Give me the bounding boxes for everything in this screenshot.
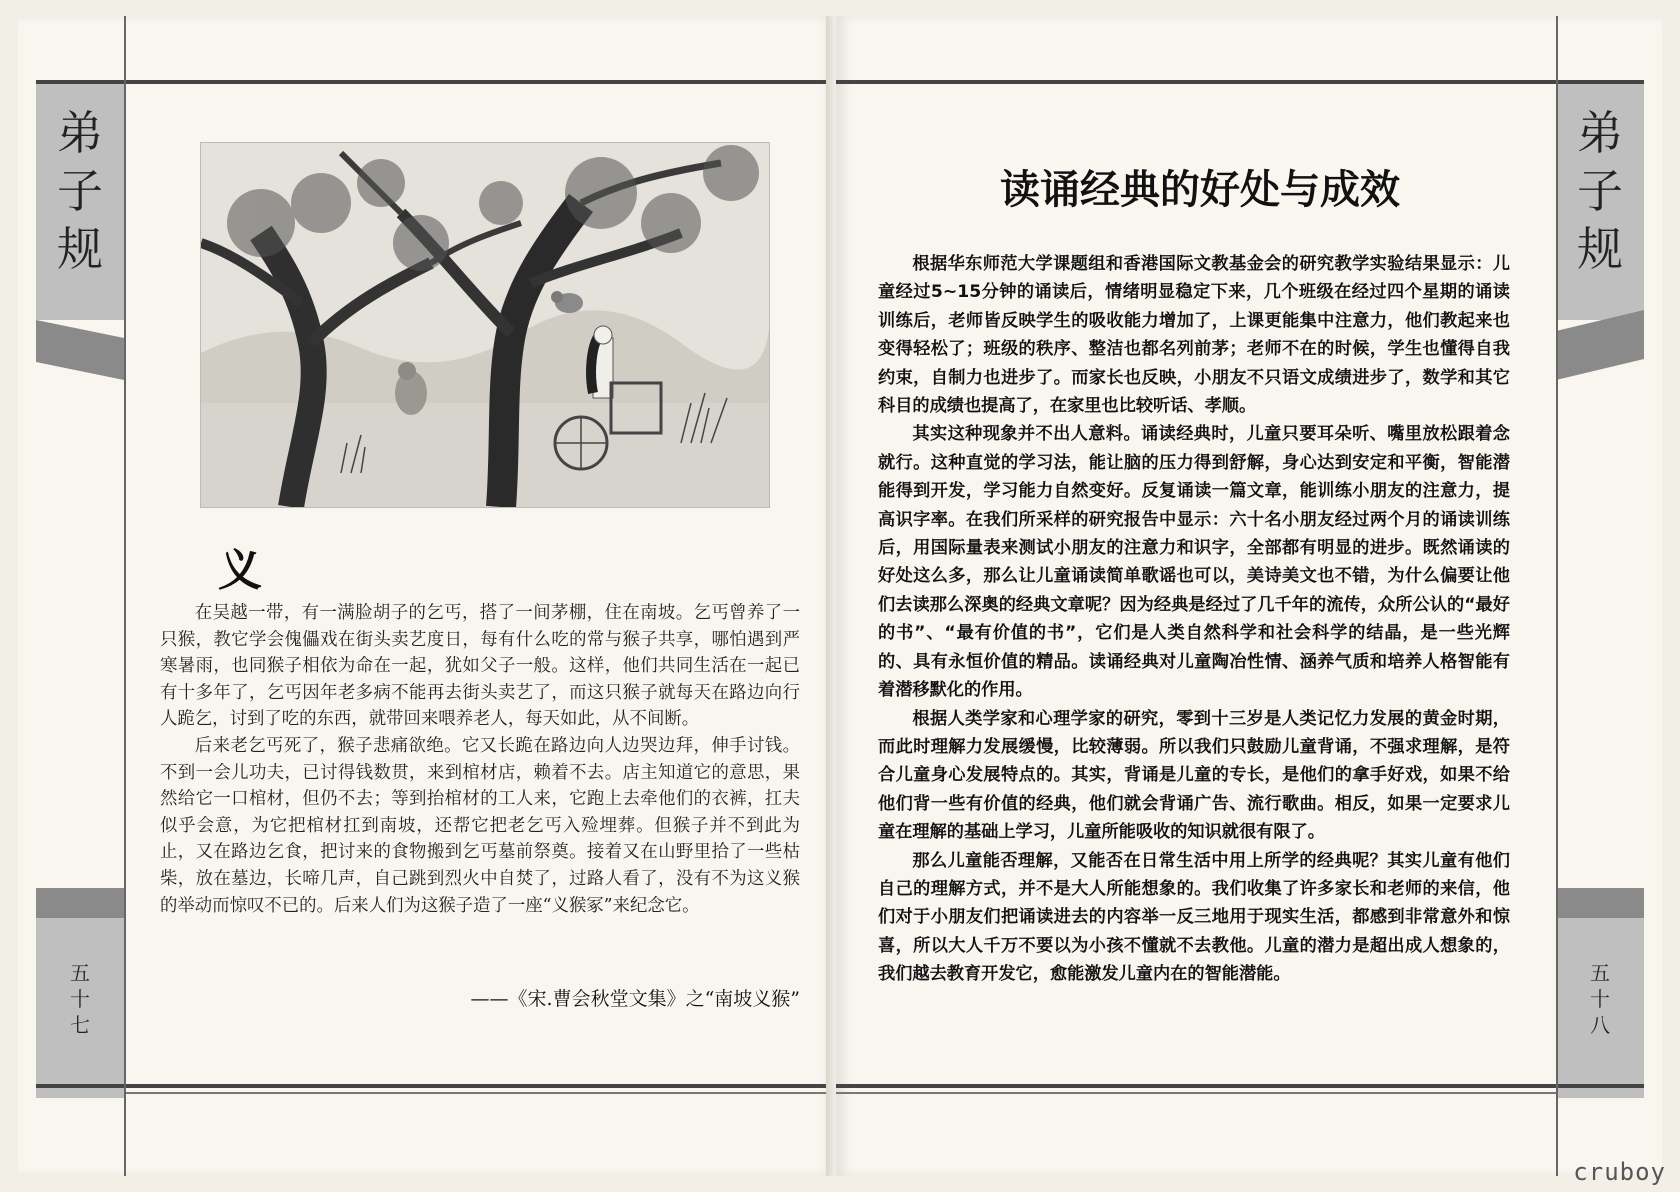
right-top-rule	[836, 80, 1644, 84]
story-paragraph-1: 在吴越一带，有一满脸胡子的乞丐，搭了一间茅棚，住在南坡。乞丐曾养了一只猴，教它学会傀儡戏在街头卖艺度日，每有什么吃的常与猴子共享，哪怕遇到严寒暑雨，也同猴子相依为命在一起，犹如父子一般。这样，他们共同生活在一起已有十多年了，乞丐因年老多病不能再去街头卖艺了，而这只猴子就每天在路边向行人跪乞，讨到了吃的东西，就带回来喂养老人，每天如此，从不间断。	[160, 603, 800, 730]
left-bottom-rule	[36, 1084, 836, 1088]
left-page-number	[36, 960, 124, 1038]
left-vertical-rule	[124, 16, 126, 1176]
right-page-number	[1556, 960, 1644, 1038]
right-tab-title-text: 弟子规	[1577, 106, 1623, 276]
story-paragraph-2: 后来老乞丐死了，猴子悲痛欲绝。它又长跪在路边向人边哭边拜，伸手讨钱。不到一会儿功夫，已讨得钱数贯，来到棺材店，赖着不去。店主知道它的意思，果然给它一口棺材，但仍不去；等到抬棺材的工人来，它跑上去牵他们的衣裤，扛夫似乎会意，为它把棺材扛到南坡，还帮它把老乞丐入殓埋葬。但猴子并不到此为止，又在路边乞食，把讨来的食物搬到乞丐墓前祭奠。接着又在山野里拾了一些枯柴，放在墓边，长啼几声，自己跳到烈火中自焚了，过路人看了，没有不为这义猴的举动而惊叹不已的。后来人们为这猴子造了一座“义猴冢”来纪念它。	[160, 735, 800, 916]
article-paragraph-2: 其实这种现象并不出人意料。诵读经典时，儿童只要耳朵听、嘴里放松跟着念就行。这种直觉的学习法，能让脑的压力得到舒解，身心达到安定和平衡，智能潜能得到开发，学习能力自然变好。反复诵读一篇文章，能训练小朋友的注意力，提高识字率。在我们所采样的研究报告中显示：六十名小朋友经过两个月的诵读训练后，用国际量表来测试小朋友的注意力和识字，全部都有明显的进步。既然诵读的好处这么多，那么让儿童诵读简单歌谣也可以，美诗美文也不错，为什么偏要让他们去读那么深奥的经典文章呢？因为经典是经过了几千年的流传，众所公认的“最好的书”、“最有价值的书”，它们是人类自然科学和社会科学的结晶，是一些光辉的、具有永恒价值的精品。读诵经典对儿童陶冶性情、涵养气质和培养人格智能有着潜移默化的作用。	[878, 424, 1510, 701]
right-page-number-text: 五十八	[1590, 961, 1610, 1037]
right-vertical-rule	[1556, 16, 1558, 1176]
left-tab-title	[36, 104, 124, 278]
left-number-tab-accent	[36, 888, 124, 918]
left-tab-title-text: 弟子规	[57, 106, 103, 276]
right-bottom-rule-thin	[836, 1092, 1556, 1094]
watermark-text: cruboy	[1573, 1158, 1666, 1186]
story-text	[160, 600, 800, 919]
right-number-tab-accent	[1556, 888, 1644, 918]
left-tab-accent	[36, 320, 124, 380]
left-bottom-rule-thin	[124, 1092, 836, 1094]
left-page-number-text: 五十七	[70, 961, 90, 1037]
section-heading-char: 义	[218, 545, 262, 596]
article-title: 读诵经典的好处与成效	[1000, 167, 1400, 213]
illustration-beggar-monkey	[200, 142, 770, 508]
article-paragraph-4: 那么儿童能否理解，又能否在日常生活中用上所学的经典呢？其实儿童有他们自己的理解方式，并不是大人所能想象的。我们收集了许多家长和老师的来信，他们对于小朋友们把诵读进去的内容举一反三地用于现实生活，都感到非常意外和惊喜，所以大人千万不要以为小孩不懂就不去教他。儿童的潜力是超出成人想象的，我们越去教育开发它，愈能激发儿童内在的智能潜能。	[878, 850, 1510, 985]
story-source: ——《宋.曹会秋堂文集》之“南坡义猴”	[470, 988, 800, 1010]
article-paragraph-3: 根据人类学家和心理学家的研究，零到十三岁是人类记忆力发展的黄金时期，而此时理解力发展缓慢，比较薄弱。所以我们只鼓励儿童背诵，不强求理解，是符合儿童身心发展特点的。其实，背诵是儿童的专长，是他们的拿手好戏，如果不给他们背一些有价值的经典，他们就会背诵广告、流行歌曲。相反，如果一定要求儿童在理解的基础上学习，儿童所能吸收的知识就很有限了。	[878, 708, 1510, 843]
left-top-rule	[36, 80, 836, 84]
right-tab-accent	[1556, 310, 1644, 380]
article-paragraph-1: 根据华东师范大学课题组和香港国际文教基金会的研究教学实验结果显示：儿童经过5~15分钟的诵读后，情绪明显稳定下来，几个班级在经过四个星期的诵读训练后，老师皆反映学生的吸收能力增加了，上课更能集中注意力，他们教起来也变得轻松了；班级的秩序、整洁也都名列前茅；老师不在的时候，学生也懂得自我约束，自制力也进步了。而家长也反映，小朋友不只语文成绩进步了，数学和其它科目的成绩也提高了，在家里也比较听话、孝顺。	[878, 254, 1510, 417]
article-body	[878, 250, 1510, 989]
right-bottom-rule	[836, 1084, 1644, 1088]
illustration-drawing	[201, 143, 769, 507]
right-tab-title	[1556, 104, 1644, 278]
